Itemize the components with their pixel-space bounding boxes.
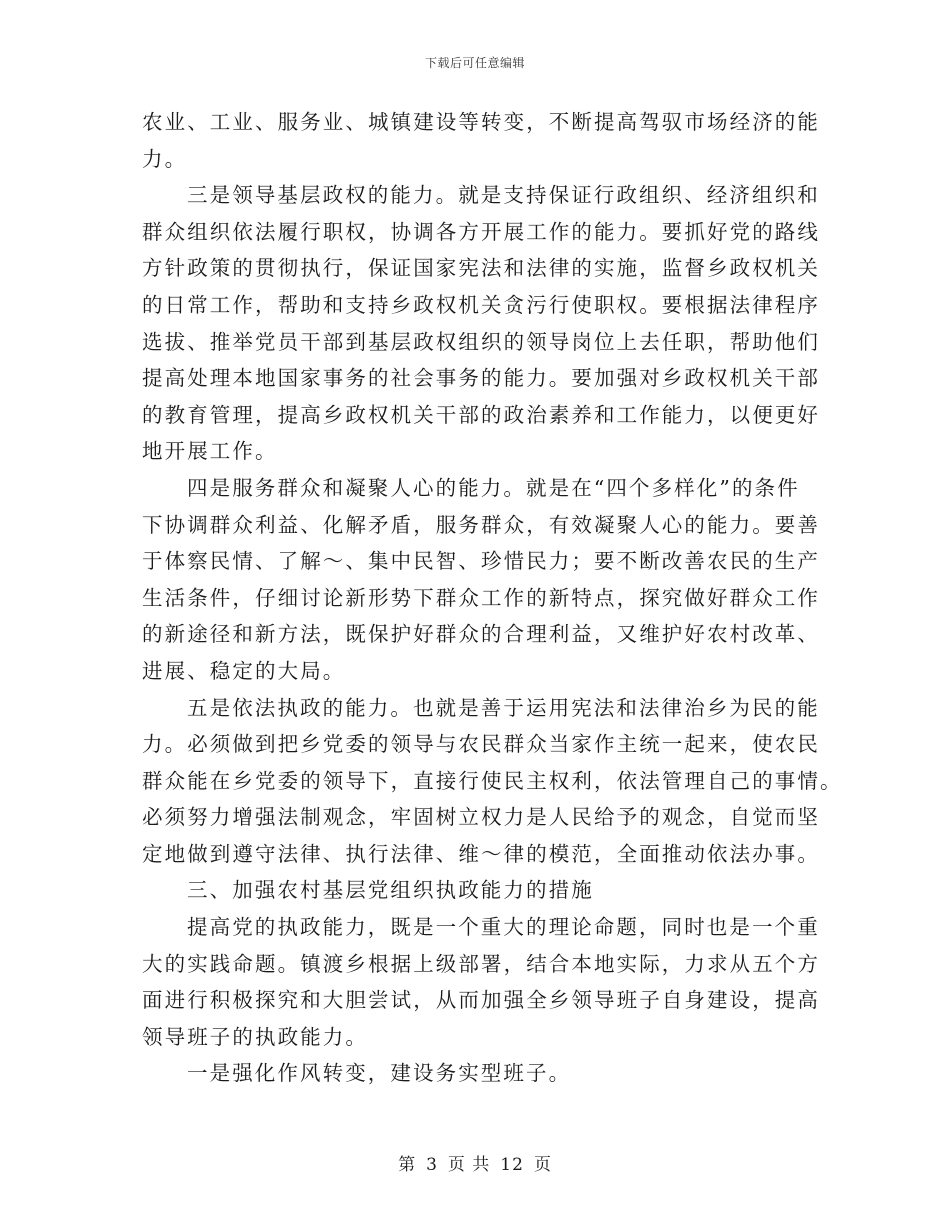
text-line: 群众能在乡党委的领导下，直接行使民主权利，依法管理自己的事情。	[142, 768, 843, 793]
text-line: 方针政策的贯彻执行，保证国家宪法和法律的实施，监督乡政权机关	[142, 256, 820, 281]
text-line: 力。	[142, 146, 188, 171]
text-line: 的教育管理，提高乡政权机关干部的政治素养和工作能力，以便更好	[142, 402, 820, 427]
text-line: 面进行积极探究和大胆尝试，从而加强全乡领导班子自身建设，提高	[142, 988, 820, 1013]
text-line: 于体察民情、了解～、集中民智、珍惜民力；要不断改善农民的生产	[142, 549, 820, 574]
text-line: 选拔、推举党员干部到基层政权组织的领导岗位上去任职，帮助他们	[142, 329, 820, 354]
text-line: 的日常工作，帮助和支持乡政权机关贪污行使职权。要根据法律程序	[142, 292, 820, 317]
page-footer	[0, 1150, 950, 1175]
footer-suffix: 页	[533, 1155, 552, 1175]
text-line: 力。必须做到把乡党委的领导与农民群众当家作主统一起来，使农民	[142, 732, 820, 757]
footer-prefix: 第	[398, 1155, 417, 1175]
footer-page-number: 3	[426, 1155, 438, 1175]
text-line: 提高处理本地国家事务的社会事务的能力。要加强对乡政权机关干部	[142, 366, 820, 391]
text-line: 进展、稳定的大局。	[142, 658, 346, 683]
text-line: 生活条件，仔细讨论新形势下群众工作的新特点，探究做好群众工作	[142, 585, 820, 610]
text-line: 大的实践命题。镇渡乡根据上级部署，结合本地实际，力求从五个方	[142, 951, 820, 976]
text-line: 四是服务群众和凝聚人心的能力。就是在“四个多样化”的条件	[187, 475, 800, 500]
page-header-note: 下载后可任意编辑	[424, 56, 525, 70]
text-line: 领导班子的执政能力。	[142, 1024, 368, 1049]
text-line: 群众组织依法履行职权，协调各方开展工作的能力。要抓好党的路线	[142, 219, 820, 244]
text-line: 五是依法执政的能力。也就是善于运用宪法和法律治乡为民的能	[187, 695, 820, 720]
footer-middle: 页 共	[447, 1155, 491, 1175]
footer-total-pages: 12	[500, 1155, 524, 1175]
text-line: 一是强化作风转变，建设务实型班子。	[187, 1061, 572, 1086]
text-line: 下协调群众利益、化解矛盾，服务群众，有效凝聚人心的能力。要善	[142, 512, 820, 537]
text-line: 地开展工作。	[142, 439, 278, 464]
text-line: 农业、工业、服务业、城镇建设等转变，不断提高驾驭市场经济的能	[142, 110, 820, 134]
text-line: 提高党的执政能力，既是一个重大的理论命题，同时也是一个重	[187, 915, 820, 940]
text-line: 必须努力增强法制观念，牢固树立权力是人民给予的观念，自觉而坚	[142, 805, 820, 830]
text-line: 三是领导基层政权的能力。就是支持保证行政组织、经济组织和	[187, 183, 820, 208]
text-line: 的新途径和新方法，既保护好群众的合理利益，又维护好农村改革、	[142, 622, 820, 647]
text-line: 定地做到遵守法律、执行法律、维～律的模范，全面推动依法办事。	[142, 841, 820, 866]
text-line: 三、加强农村基层党组织执政能力的措施	[187, 878, 594, 903]
document-body	[142, 104, 843, 1092]
